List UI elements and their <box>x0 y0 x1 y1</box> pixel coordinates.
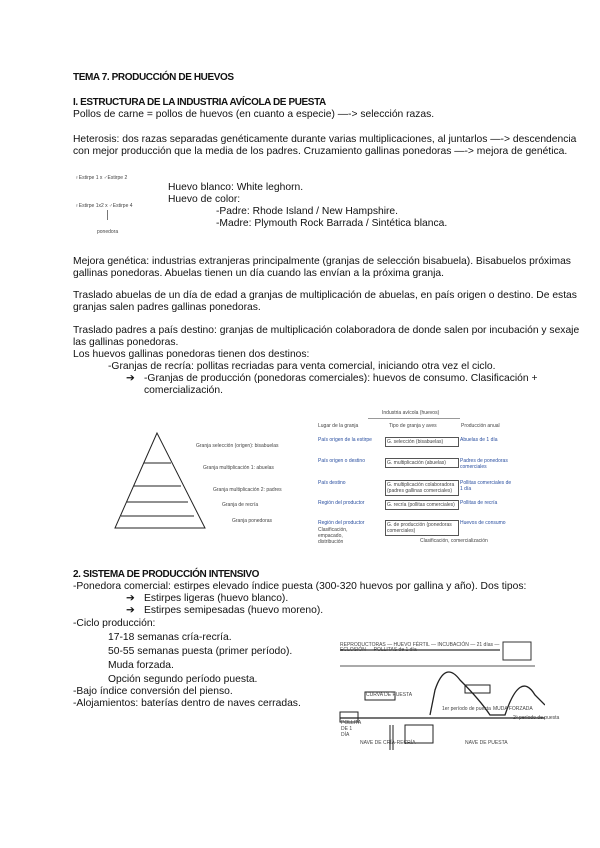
cycle-label: NAVE DE CRÍA-RECRÍA <box>360 740 416 746</box>
cycle-label: MUDA FORZADA <box>493 706 533 712</box>
table-footer: Clasificación, empacado, distribución <box>318 527 348 545</box>
text-line: Huevo de color: <box>168 194 241 205</box>
arrow-icon: ➔ <box>126 605 135 616</box>
paragraph: Mejora genética: industrias extranjeras principalmente (granjas de selección bisabuela). Bisabuelos próximas <box>73 256 571 267</box>
pyramid-level: Granja multiplicación 1: abuelas <box>203 465 274 471</box>
list-item: Estirpes ligeras (huevo blanco). <box>144 593 289 604</box>
arrow-icon: ➔ <box>126 593 135 604</box>
table-cell: Padres de ponedoras comerciales <box>460 458 508 470</box>
table-cell: G. de producción (ponedoras comerciales) <box>385 520 459 536</box>
paragraph: Pollos de carne = pollos de huevos (en cuanto a especie) —-> selección razas. <box>73 109 435 120</box>
cross-diagram-line2: ♀Estirpe 1x2 x ♂Estirpe 4 <box>75 203 133 209</box>
cycle-top-label: REPRODUCTORAS — HUEVO FÉRTIL — INCUBACIÓN — 21 días — ECLOSIÓN — POLLITAS de 1 día <box>340 642 500 653</box>
list-item: Estirpes semipesadas (huevo moreno). <box>144 605 324 616</box>
list-item: comercialización. <box>144 385 223 396</box>
pyramid-level: Granja de recría <box>222 502 259 508</box>
paragraph: Heterosis: dos razas separadas genéticamente durante varias multiplicaciones, al juntarlos —-> descendencia <box>73 134 577 145</box>
text-line: 17-18 semanas cría-recría. <box>108 632 232 643</box>
page-title: TEMA 7. PRODUCCIÓN DE HUEVOS <box>73 72 234 83</box>
pyramid-level: Granja multiplicación 2: padres <box>213 487 282 493</box>
table-cell: Pollitas de recría <box>460 500 498 506</box>
text-line: Muda forzada. <box>108 660 174 671</box>
paragraph: Traslado abuelas de un día de edad a granjas de multiplicación de abuelas, en país origen o destino. De estas <box>73 290 577 301</box>
pyramid-level: Granja selección (origen): bisabuelas <box>196 443 279 449</box>
table-cell: Huevos de consumo <box>460 520 506 526</box>
text-line: -Padre: Rhode Island / New Hampshire. <box>216 206 398 217</box>
paragraph: Los huevos gallinas ponedoras tienen dos destinos: <box>73 349 310 360</box>
paragraph: con mejor producción que la media de los padres. Cruzamiento gallinas ponedoras —-> mejora de genética. <box>73 146 568 157</box>
paragraph: granjas salen padres gallinas ponedoras. <box>73 302 261 313</box>
table-cell: Pollitas comerciales de 1 día <box>460 480 512 492</box>
list-item: -Granjas de producción (ponedoras comerciales): huevos de consumo. Clasificación + <box>144 373 538 384</box>
divider <box>368 418 460 419</box>
table-cell: Región del productor <box>318 520 365 526</box>
text-line: Huevo blanco: White leghorn. <box>168 182 304 193</box>
text-line: -Alojamientos: baterías dentro de naves cerradas. <box>73 698 301 709</box>
cycle-label: NAVE DE PUESTA <box>465 740 508 746</box>
cycle-label: 2º período de puesta <box>513 715 560 721</box>
table-cell: Abuelas de 1 día <box>460 437 498 443</box>
list-item: -Granjas de recría: pollitas recriadas para venta comercial, iniciando otra vez el ciclo. <box>108 361 496 372</box>
table-cell: G. selección (bisabuelas) <box>385 437 459 447</box>
table-footer: Clasificación, comercialización <box>420 538 488 544</box>
table-cell: G. multiplicación (abuelas) <box>385 458 459 468</box>
table-header: Tipo de granja y aves <box>389 423 437 429</box>
table-cell: País destino <box>318 480 346 486</box>
cycle-label: 1er período de puesta <box>442 706 491 712</box>
text-line: -Bajo índice conversión del pienso. <box>73 686 233 697</box>
text-line: -Madre: Plymouth Rock Barrada / Sintética blanca. <box>216 218 448 229</box>
table-header: Producción anual <box>461 423 500 429</box>
cycle-label: POLLITA DE 1 DÍA <box>341 720 361 738</box>
table-title: Industria avícola (huevos) <box>382 410 440 416</box>
cross-diagram-line3: ponedora <box>97 229 119 235</box>
arrow-icon: ➔ <box>126 373 135 384</box>
table-cell: País origen de la estirpe <box>318 437 372 443</box>
table-cell: G. multiplicación colaboradora (padres gallinas comerciales) <box>385 480 459 496</box>
cross-diagram-line1: ♀Estirpe 1 x ♂Estirpe 2 <box>75 175 128 181</box>
pyramid-level: Granja ponedoras <box>232 518 273 524</box>
cycle-label: CURVA DE PUESTA <box>366 692 413 698</box>
text-line: 50-55 semanas puesta (primer período). <box>108 646 293 657</box>
text-line: Opción segundo período puesta. <box>108 674 258 685</box>
table-cell: País origen o destino <box>318 458 365 464</box>
table-header: Lugar de la granja <box>318 423 359 429</box>
paragraph: Traslado padres a país destino: granjas de multiplicación colaboradora de donde salen por incubación y sexaje <box>73 325 580 336</box>
table-cell: G. recría (pollitas comerciales) <box>385 500 459 510</box>
paragraph: las gallinas ponedoras. <box>73 337 179 348</box>
section2-heading: 2. SISTEMA DE PRODUCCIÓN INTENSIVO <box>73 569 260 580</box>
table-cell: Región del productor <box>318 500 365 506</box>
text-line: -Ponedora comercial: estirpes elevado índice puesta (300-320 huevos por gallina y año). Dos tipos: <box>73 581 527 592</box>
cross-diagram-line <box>107 210 108 220</box>
section1-heading: I. ESTRUCTURA DE LA INDUSTRIA AVÍCOLA DE PUESTA <box>73 97 326 108</box>
paragraph: gallinas ponedoras. Abuelas tienen un día cuando las envían a la próxima granja. <box>73 268 444 279</box>
text-line: -Ciclo producción: <box>73 618 156 629</box>
